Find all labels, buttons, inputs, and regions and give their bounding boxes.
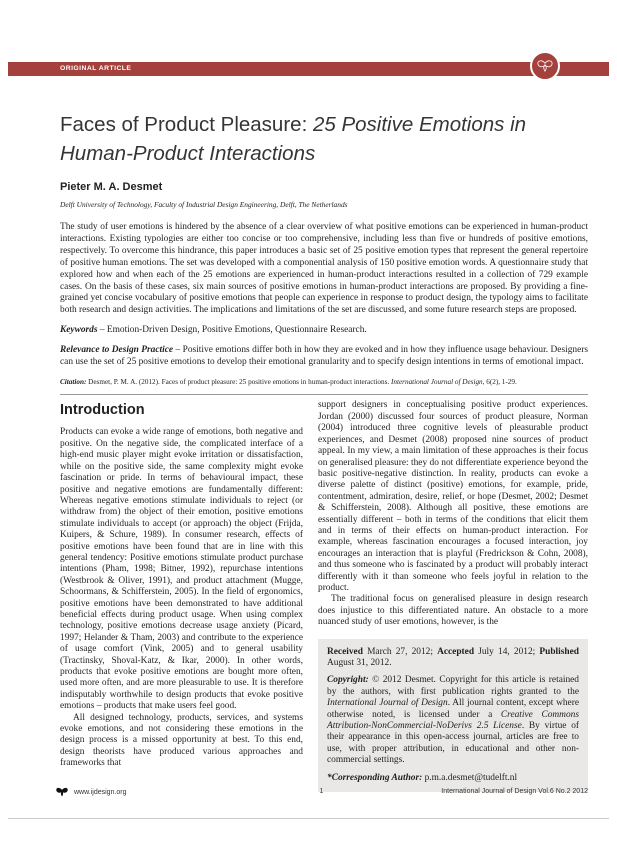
intro-paragraph-4: The traditional focus on generalised pleasure in design research does injustice to this differentiated nature. An obstacle to a more nuanced study of user emotions, however, is the [318, 594, 588, 628]
keywords-label: Keywords [60, 325, 98, 336]
left-column [60, 400, 303, 792]
citation-post: , 6(2), 1-29. [482, 377, 517, 386]
relevance-text: – Positive emotions differ both in how they are evoked and in how they influence usage behaviour. Designers can use the set of 25 positive emotions to develop their emotional granularity and to specify design intentions in terms of emotional impact. [60, 345, 589, 368]
accepted-date: July 14, 2012; [474, 646, 540, 657]
intro-paragraph-3: support designers in conceptualising positive product experiences. Jordan (2000) discussed four sources of product pleasure, Norman (2004) introduced three cognitive levels of pleasurable product experiences, and Desmet (2008) proposed nine sources of product appeal. In my view, a main limitation of these approaches is their focus on generalised pleasure: they do not differentiate experience beyond the basic positive-negative distinction. In reality, products can evoke a diverse palette of distinct (positive) emotions, for example, pride, contentment, admiration, desire, relief, or hope (Desmet, 2002; Desmet & Schifferstein, 2008). Although all positive, these emotions are essentially different – both in terms of the conditions that elicit them and in terms of their effects on human-product interaction. For example, whereas fascination encourages a focused interaction, joy encourages an interaction that is playful (Fredrickson & Cohn, 2008), and thus someone who is fascinated by a product will probably interact differently with it than someone who feels joyful in relation to the product. [318, 400, 588, 593]
published-label: Published [539, 646, 579, 657]
title-italic-part: 25 Positive Emotions in Human-Product Interactions [60, 113, 527, 165]
copyright-journal-name: International Journal of Design [327, 698, 448, 709]
copyright-label: Copyright: [327, 675, 369, 686]
butterfly-icon [536, 59, 554, 73]
journal-volume-info: International Journal of Design Vol.6 No.2 2012 [441, 788, 588, 795]
copyright-text-2: . All journal content, except where otherwise noted, is licensed under a [327, 698, 579, 720]
page-number: 1 [319, 788, 324, 795]
dates-line [327, 647, 579, 670]
published-date: August 31, 2012. [327, 658, 392, 668]
corresponding-author-label: *Corresponding Author: [327, 772, 423, 783]
citation-pre: Desmet, P. M. A. (2012). Faces of product pleasure: 25 positive emotions in human-product interactions. [86, 377, 391, 386]
received-date: March 27, 2012; [362, 646, 438, 657]
corresponding-author-line [327, 773, 579, 784]
page-footer [55, 787, 588, 801]
citation-journal: International Journal of Design [391, 377, 483, 386]
abstract-text: The study of user emotions is hindered by the absence of a clear overview of what positive emotions can be experienced in human-product interactions. Existing typologies are either too concise or too comprehensive, including less than five or hundreds of positive emotions, respectively. To overcome this hindrance, this paper introduces a basic set of 25 positive emotion types that represent the general repertoire of positive human emotions. The set was developed with a componential analysis of 150 positive emotion words. A questionnaire study that explored how and when each of the 25 emotions are experienced in human-product interactions resulted in a collection of 729 example cases. On the basis of these cases, six main sources of positive emotions in human-product interactions are proposed. By providing a fine-grained yet concise vocabulary of positive emotions that people can experience in response to product design, the typology aims to facilitate both research and design activities. The implications and limitations of the set are discussed, and some future research steps are proposed. [60, 222, 588, 316]
copyright-text-1: © 2012 Desmet. Copyright for this article is retained by the authors, with first publication rights granted to the [327, 675, 579, 697]
paper-title [60, 110, 588, 168]
citation-label: Citation: [60, 377, 87, 386]
accepted-label: Accepted [437, 646, 475, 657]
copyright-paragraph [327, 675, 579, 766]
journal-website-link[interactable]: www.ijdesign.org [74, 788, 127, 796]
right-column [318, 400, 588, 792]
article-info-box [318, 639, 588, 792]
copyright-license-name: Creative Commons Attribution-NonCommercial-NoDerivs 2.5 License [327, 709, 579, 732]
intro-paragraph-1: Products can evoke a wide range of emotions, both negative and positive. On the negative side, the complicated interface of a high-end music player might evoke irritation or dissatisfaction, while on the positive side, the same complexity might evoke fascination or pride. In terms of behavioural impact, these positive and negative emotions are fundamentally different: Whereas negative emotions stimulate individuals to reject (or withdraw from) the object of their emotion, positive emotions stimulate individuals to accept (or approach) the object (Frijda, Kuipers, & Schure, 1989). In consumer research, effects of positive emotions have been found that are in line with this general tendency: Positive emotions stimulate product purchase intentions (Pham, 1998; Bitner, 1992), repurchase intentions (Westbrook & Oliver, 1991), and product attachment (Mugge, Schoormans, & Schifferstein, 2005). In the field of ergonomics, positive emotions have been demonstrated to have additional beneficial effects during product usage. When using complex technology, positive emotions decrease usage anxiety (Picard, 1997; Helander & Tham, 2003) and contribute to the experience of usage comfort (Vink, 2005) and to general usability (Tractinsky, Shoval-Katz, & Ikar, 2000). In other words, products that evoke positive emotions are bought more often, used more often, and are more pleasurable to use. It is therefore indisputably worthwhile to design products that evoke positive emotions – products that make users feel good. [60, 427, 303, 712]
title-regular-part: Faces of Product Pleasure: [60, 113, 313, 136]
corresponding-author-email[interactable]: p.m.a.desmet@tudelft.nl [422, 772, 518, 783]
two-column-body [60, 400, 588, 792]
relevance-line [60, 345, 588, 369]
keywords-line [60, 325, 588, 337]
author-affiliation: Delft University of Technology, Faculty of Industrial Design Engineering, Delft, The Netherlands [60, 200, 348, 209]
author-name: Pieter M. A. Desmet [60, 181, 163, 193]
keywords-text: – Emotion-Driven Design, Positive Emotions, Questionnaire Research. [97, 325, 367, 336]
journal-logo [530, 51, 560, 81]
article-type-banner [8, 62, 609, 76]
page-bottom-rule [8, 818, 609, 819]
received-label: Received [327, 646, 363, 657]
section-divider [60, 394, 588, 395]
introduction-heading: Introduction [60, 402, 145, 419]
relevance-label: Relevance to Design Practice [60, 345, 174, 356]
citation-line [60, 378, 588, 388]
intro-paragraph-2: All designed technology, products, services, and systems evoke emotions, and not considering these emotions in the design process is a missed opportunity at best. To this end, design theorists have produced various approaches and frameworks that [60, 712, 303, 769]
copyright-text-3: . By virtue of their appearance in this open-access journal, articles are free to use, with proper attribution, in educational and other non-commercial settings. [327, 721, 580, 766]
article-content [60, 110, 588, 792]
article-type-label: ORIGINAL ARTICLE [60, 65, 132, 72]
